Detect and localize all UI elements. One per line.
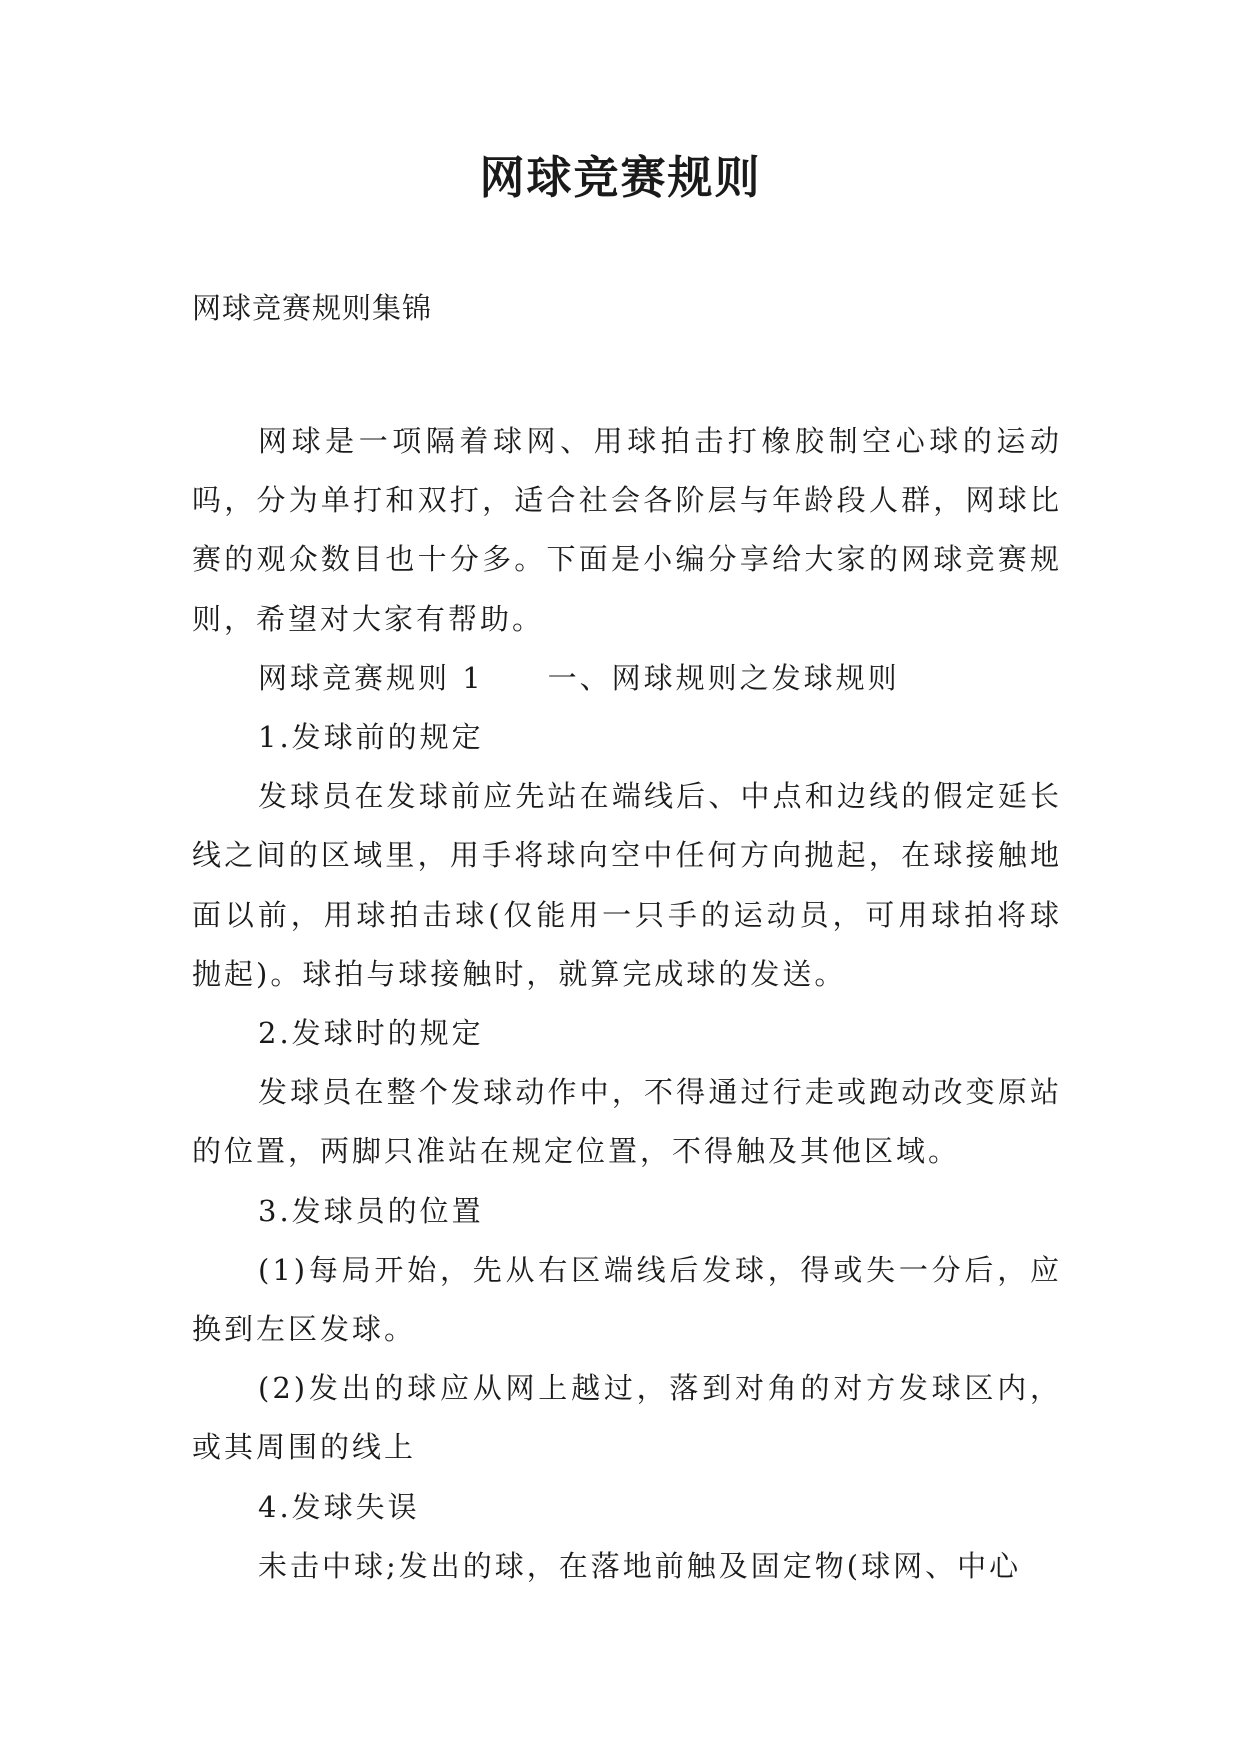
document-title: 网球竞赛规则: [479, 151, 762, 204]
rule-heading-3: 3.发球员的位置: [258, 1193, 484, 1228]
rule-paragraph-3a: (1)每局开始，先从右区端线后发球，得或失一分后，应换到左区发球。: [192, 1252, 1062, 1347]
section-heading-right: 一、网球规则之发球规则: [547, 660, 900, 695]
rule-heading-1: 1.发球前的规定: [258, 720, 484, 755]
document-body: [192, 412, 1062, 1596]
intro-paragraph: 网球是一项隔着球网、用球拍击打橡胶制空心球的运动吗，分为单打和双打，适合社会各阶层与年龄段人群，网球比赛的观众数目也十分多。下面是小编分享给大家的网球竞赛规则，希望对大家有帮助。: [192, 424, 1062, 636]
rule-paragraph-1: 发球员在发球前应先站在端线后、中点和边线的假定延长线之间的区域里，用手将球向空中任何方向抛起，在球接触地面以前，用球拍击球(仅能用一只手的运动员，可用球拍将球抛起)。球拍与球接触时，就算完成球的发送。: [192, 779, 1062, 991]
section-heading-left: 网球竞赛规则 1: [258, 660, 484, 695]
rule-paragraph-2: 发球员在整个发球动作中，不得通过行走或跑动改变原站的位置，两脚只准站在规定位置，不得触及其他区域。: [192, 1075, 1062, 1169]
document-subtitle: 网球竞赛规则集锦: [192, 291, 433, 325]
section-heading: [192, 649, 1062, 708]
rule-heading-4: 4.发球失误: [258, 1489, 420, 1524]
rule-paragraph-3b: (2)发出的球应从网上越过，落到对角的对方发球区内，或其周围的线上: [192, 1371, 1062, 1465]
rule-heading-2: 2.发球时的规定: [258, 1016, 484, 1051]
rule-paragraph-4: 未击中球;发出的球，在落地前触及固定物(球网、中心: [258, 1548, 1022, 1583]
